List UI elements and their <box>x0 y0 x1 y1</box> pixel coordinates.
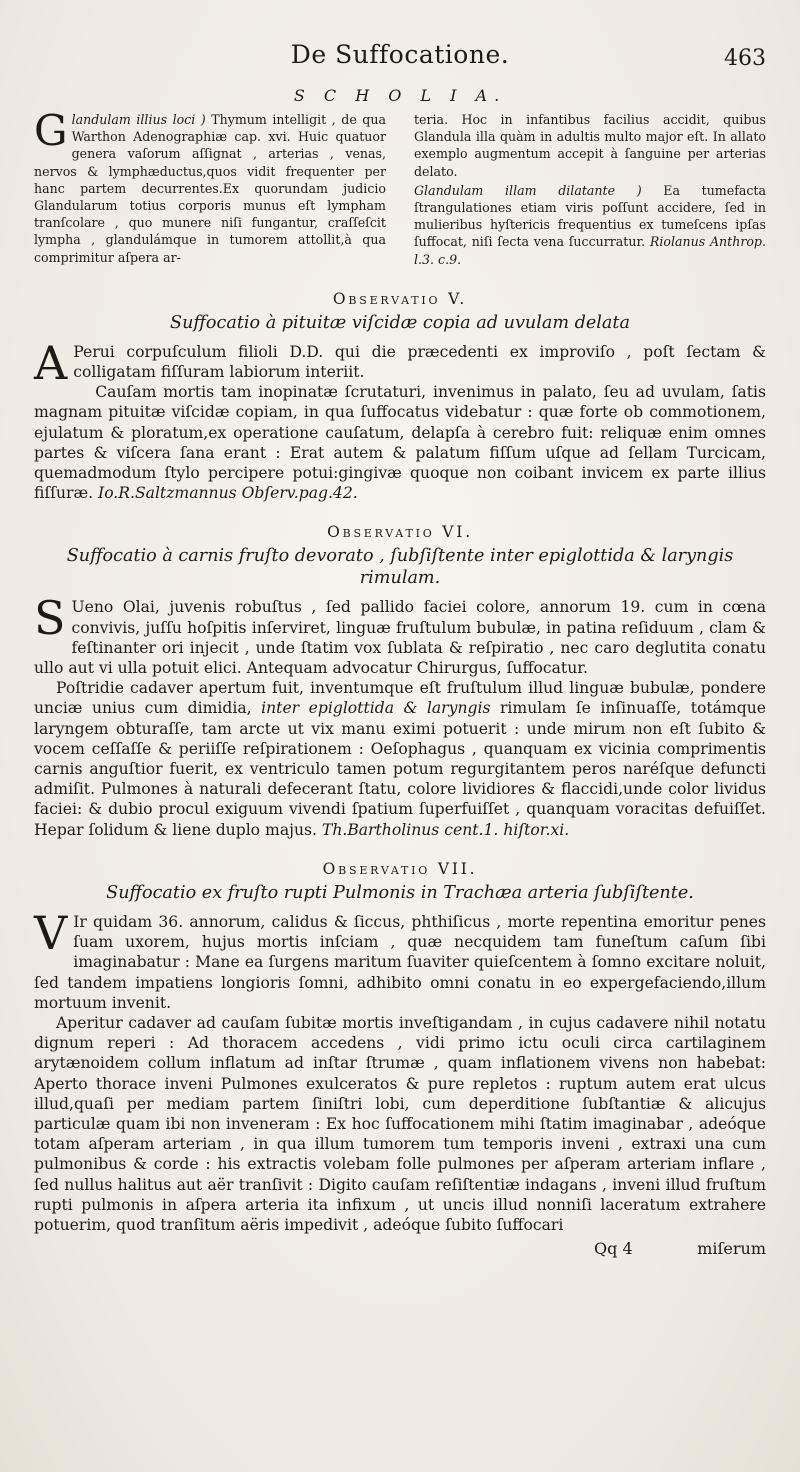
paragraph <box>34 335 766 390</box>
scholia-text: Ea tumefacta ſtrangulationes etiam viris poſſunt accidere, ſed in mulieribus hyſtericis frequentius ex tumeſcens ipſas ſuffocat, niſi ſecta vena ſuccurratur. <box>414 182 766 250</box>
observation-7-body <box>34 905 766 1235</box>
citation: Th.Bartholinus cent.1. hiſtor.xi. <box>321 820 570 839</box>
lemma: Glandulam illam dilatante ) <box>414 182 642 198</box>
observation-5-title: Suffocatio à pituitæ viſcidæ copia ad uvulam delata <box>170 312 630 333</box>
scholia-heading: S C H O L I A. <box>293 86 507 105</box>
paragraph <box>34 591 766 678</box>
paragraph-text: Perui corpuſculum filioli D.D. qui die præcedenti ex improviſo , poſt ſectam & colligatam fiſſuram labiorum interiit. <box>73 342 766 382</box>
scholia-right-column <box>414 111 766 270</box>
signature-mark: Qq 4 <box>594 1239 633 1259</box>
observation-6-heading: Observatio VI. <box>327 523 473 542</box>
emphasis: inter epiglottida & laryngis <box>261 699 491 718</box>
drop-cap: S <box>34 591 66 646</box>
observation-7-heading: Observatio VII. <box>322 859 478 878</box>
scholia-right-paragraph-1: teria. Hoc in infantibus facilius accidit, quibus Glandula illa quàm in adultis multo major eſt. In allato exemplo augmentum accepit à ſanguine per arterias delato. <box>414 112 766 179</box>
catchword: miſerum <box>697 1239 766 1259</box>
scholia-left-paragraph <box>34 106 386 266</box>
paragraph-text: Poſtridie cadaver apertum fuit, inventumque eſt fruſtulum illud linguæ bubulæ, pondere unciæ unius cum dimidia, <box>34 679 766 718</box>
paragraph <box>34 1013 766 1235</box>
observation-6-body <box>34 591 767 839</box>
lemma: landulam illius loci ) <box>71 112 206 127</box>
page-number: 463 <box>724 46 766 71</box>
paragraph-text: Ueno Olai, juvenis robuſtus , ſed pallido faciei colore, annorum 19. cum in cœna convivis, juſſu hoſpitis inſerviret, linguæ fruſtulum bubulæ, in patina reſiduum , clam & feſtinanter ori injecit , unde ſtatim vox ſublata & reſpiratio , nec caro deglutita conatu ullo aut vi ulla potuit elici. Antequam advocatur Chirurgus, ſuffocatur. <box>34 598 766 678</box>
scholia-left-column <box>34 106 386 270</box>
scholia-right-paragraph-2 <box>414 182 766 268</box>
paragraph <box>34 382 766 503</box>
observation-6-title: Suffocatio à carnis fruſto devorato , ſubſiſtente inter epiglottida & laryngis rimulam. <box>66 546 734 589</box>
drop-cap: A <box>34 335 68 390</box>
paragraph-text: Ir quidam 36. annorum, calidus & ſiccus, phthiſicus , morte repentina emoritur penes ſuam uxorem, hujus mortis inſciam , quæ necquidem tam funeſtum caſum ſibi imaginabatur : Mane ea ſurgens maritum ſuaviter quieſcentem à ſomno excitare noluit, ſed tandem impatiens longioris ſomni, adhibito omni conatu in eo expergefaciendo,illum mortuum invenit. <box>34 912 766 1012</box>
scholia-text: Thymum intelligit , de qua Warthon Adenographiæ cap. xvi. Huic quatuor genera vaſorum aſſignat , arterias , venas, nervos & lymphæductus,quos vidit frequenter per hanc partem decurrentes.Ex quorundam judicio Glandularum totius corporis munus eſt lympham tranſcolare , quo munere niſi fungantur, craſſeſcit lympha , glandulámque in tumorem attollit,à qua comprimitur aſpera ar- <box>34 112 386 265</box>
observation-5-heading: Observatio V. <box>332 289 468 308</box>
paragraph-text: rimulam ſe inſinuaſſe, totámque laryngem obturaſſe, tam arcte ut vix manu eximi potuerit : unde mirum non eſt ſubito & vocem ceſſaſſe & periiſſe reſpirationem : Oeſophagus , quanquam ex vicinia comprimentis carnis anguſtior fuerit, ex ventriculo tamen potum regurgitantem peros naréſque defuncti admiſit. Pulmones à naturali defecerant ſtatu, colore lividiores & flaccidi,unde color lividus faciei: & dubio procul exiguum vivendi ſpatium ſuperfuiſſet , quanquam voracitas defuiſſet. Hepar ſolidum & liene duplo majus. <box>34 699 767 839</box>
paragraph <box>34 678 766 840</box>
citation: Riolanus Anthrop. l.3. c.9. <box>414 234 766 267</box>
drop-cap: G <box>34 106 68 155</box>
running-head <box>34 40 766 84</box>
paragraph <box>34 905 766 1013</box>
page-footer <box>34 1239 766 1263</box>
observation-7-title: Suffocatio ex fruſto rupti Pulmonis in Trachæa arteria ſubſiſtente. <box>106 882 694 903</box>
observation-5-body <box>34 335 766 504</box>
citation: Io.R.Saltzmannus Obſerv.pag.42. <box>98 484 358 503</box>
paragraph-text: Aperitur cadaver ad cauſam ſubitæ mortis inveſtigandam , in cujus cadavere nihil notatu dignum reperi : Ad thoracem accedens , vidi primo ictu oculi circa cartilaginem arytænoidem collum inflatum ad inſtar ſtrumæ , quam inflationem vivens non habebat: Aperto thorace inveni Pulmones exulceratos & pure repletos : ruptum autem erat ulcus illud,quaſi per mediam partem ſiniſtri lobi, cum deperditione ſubſtantiæ & alicujus particulæ quam ibi non inveneram : Ex hoc ſuffocationem mihi ſtatim imaginabar , adeóque totam aſperam arteriam , in qua illum tumorem tum temporis inveni , extraxi una cum pulmonibus & corde : his extractis volebam folle pulmones per aſperam arteriam inflare , ſed nullus halitus aut aër tranſivit : Digito cauſam reſiſtentiæ indagans , inveni illud fruſtum rupti pulmonis in aſpera arteria ita infixum , ut uncis illud nonniſi laceratum extrahere potuerim, quod tranſitum aëris impedivit , adeóque ſubito ſuffocari <box>34 1013 766 1234</box>
drop-cap: V <box>34 905 68 960</box>
page-title: De Suffocatione. <box>290 40 510 69</box>
paragraph-text: Cauſam mortis tam inopinatæ ſcrutaturi, invenimus in palato, ſeu ad uvulam, ſatis magnam pituitæ viſcidæ copiam, in qua ſuffocatus videbatur : quæ forte ob commotionem, ejulatum & ploratum,ex operatione cauſatum, delapſa à cerebro fuit: reliquæ enim omnes partes & viſcera ſana erant : Erat autem & palatum fiſſum uſque ad ſellam Turcicam, quemadmodum ſtylo percipere potui:gingivæ quoque non coibant invicem ex parte illius fiſſuræ. <box>34 383 766 503</box>
scholia-columns <box>34 106 766 270</box>
